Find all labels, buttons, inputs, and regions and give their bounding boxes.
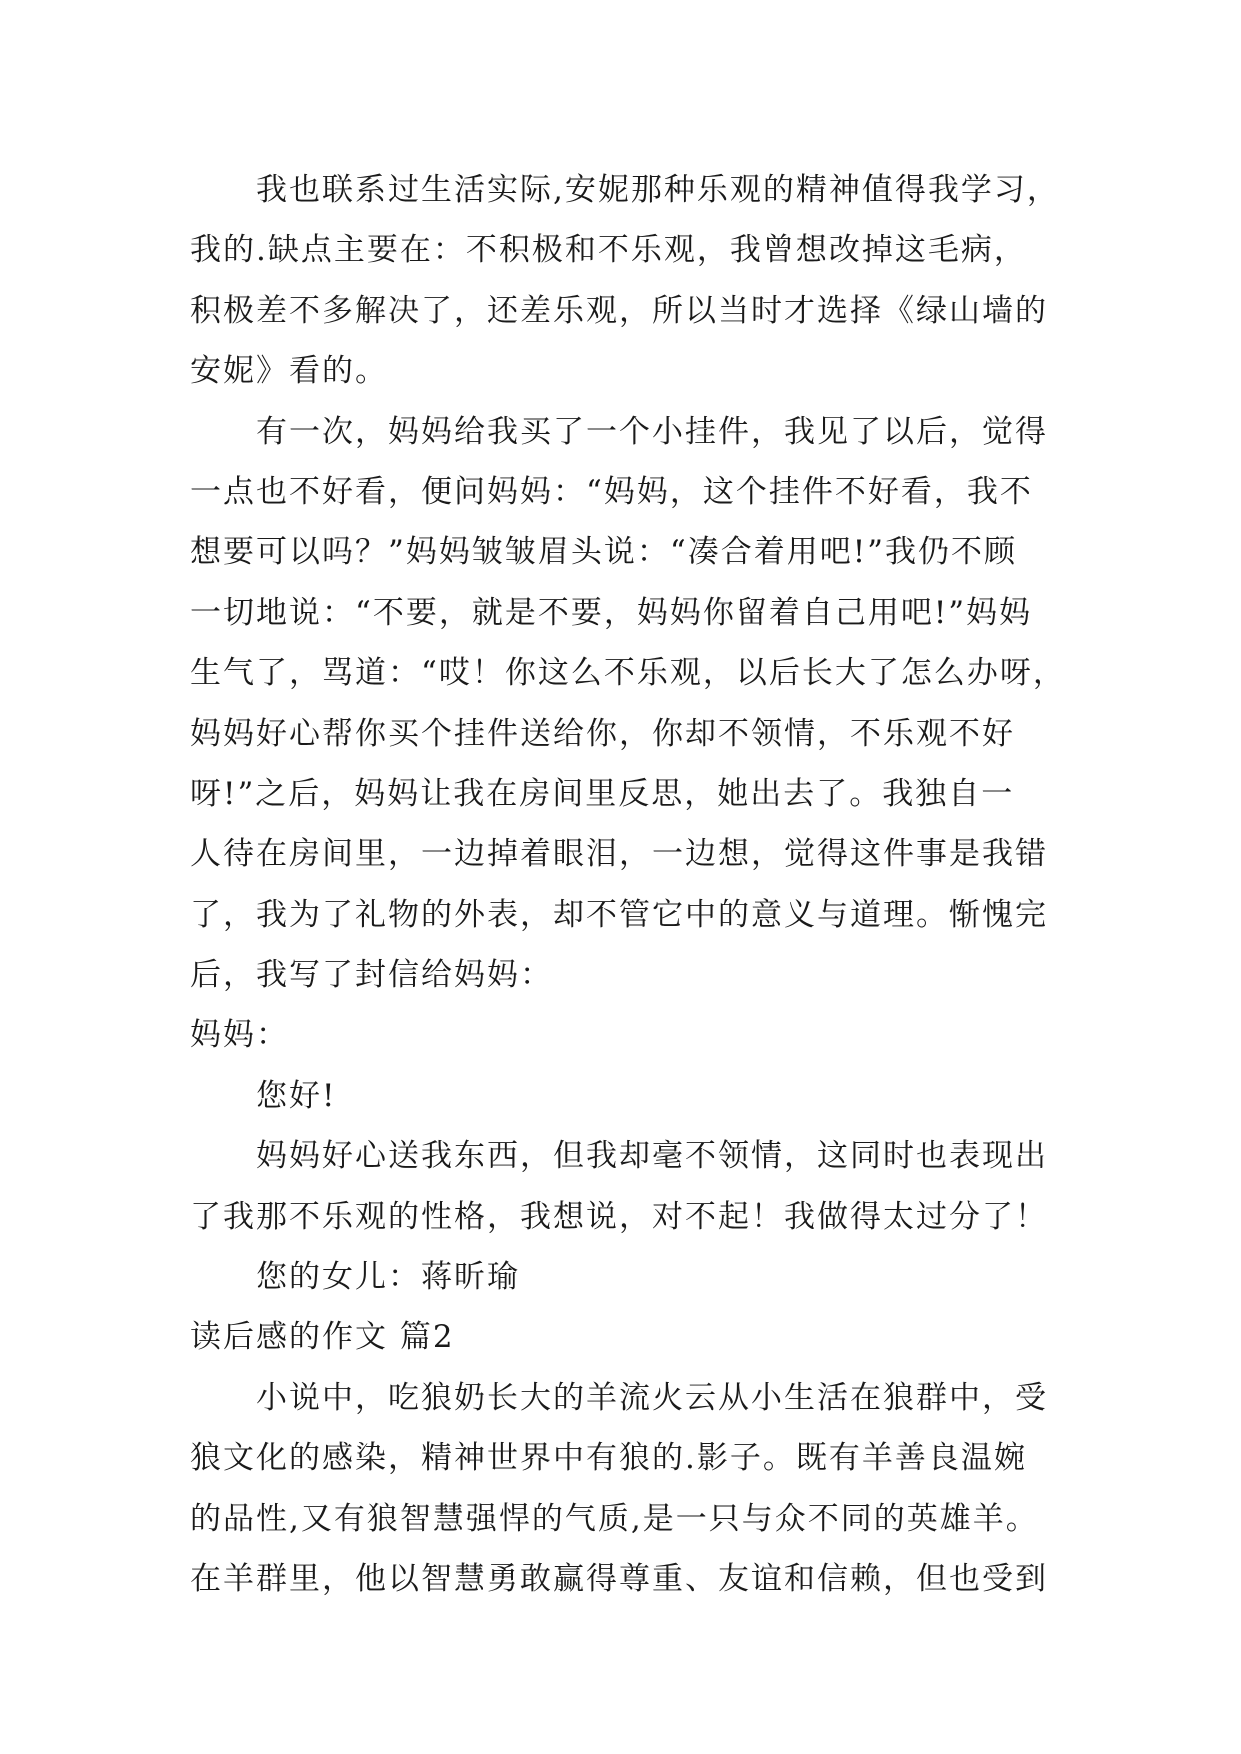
text-line: 生气了，骂道：“哎！你这么不乐观，以后长大了怎么办呀，: [190, 655, 1066, 692]
letter-greeting: 您好!: [256, 1077, 337, 1114]
text-line: 的品性,又有狼智慧强悍的气质,是一只与众不同的英雄羊。: [190, 1500, 1039, 1537]
section-heading: 读后感的作文 篇2: [190, 1319, 455, 1356]
text-line: 安妮》看的。: [190, 353, 388, 390]
text-line: 想要可以吗？”妈妈皱皱眉头说：“凑合着用吧!”我仍不顾: [190, 534, 1017, 571]
paragraph: [190, 1368, 1090, 1610]
text-line: 人待在房间里，一边掉着眼泪，一边想，觉得这件事是我错: [190, 836, 1048, 873]
text-line: 后，我写了封信给妈妈：: [190, 957, 553, 994]
text-line: 妈妈好心帮你买个挂件送给你，你却不领情，不乐观不好: [190, 715, 1015, 752]
paragraph: [190, 160, 1090, 402]
text-line: 一点也不好看，便问妈妈：“妈妈，这个挂件不好看，我不: [190, 473, 1033, 510]
text-line: 我的.缺点主要在：不积极和不乐观，我曾想改掉这毛病，: [190, 232, 1027, 269]
text-line: 小说中，吃狼奶长大的羊流火云从小生活在狼群中，受: [256, 1379, 1048, 1416]
text-line: 有一次，妈妈给我买了一个小挂件，我见了以后，觉得: [256, 413, 1048, 450]
text-line: 了我那不乐观的性格，我想说，对不起！我做得太过分了！: [190, 1198, 1048, 1235]
letter-signature: 您的女儿：蒋昕瑜: [256, 1259, 520, 1296]
letter-salutation: 妈妈：: [190, 1017, 289, 1054]
letter: [190, 1005, 1090, 1307]
text-line: 积极差不多解决了，还差乐观，所以当时才选择《绿山墙的: [190, 292, 1048, 329]
text-line: 呀!”之后，妈妈让我在房间里反思，她出去了。我独自一: [190, 775, 1015, 812]
text-line: 了，我为了礼物的外表，却不管它中的意义与道理。惭愧完: [190, 896, 1048, 933]
text-line: 一切地说：“不要，就是不要，妈妈你留着自己用吧!”妈妈: [190, 594, 1033, 631]
text-line: 狼文化的感染，精神世界中有狼的.影子。既有羊善良温婉: [190, 1440, 1027, 1477]
document-body: [190, 160, 1090, 1609]
text-line: 我也联系过生活实际,安妮那种乐观的精神值得我学习，: [256, 172, 1060, 208]
paragraph: [190, 402, 1090, 1006]
text-line: 在羊群里，他以智慧勇敢赢得尊重、友谊和信赖，但也受到: [190, 1560, 1048, 1597]
text-line: 妈妈好心送我东西，但我却毫不领情，这同时也表现出: [256, 1138, 1048, 1175]
